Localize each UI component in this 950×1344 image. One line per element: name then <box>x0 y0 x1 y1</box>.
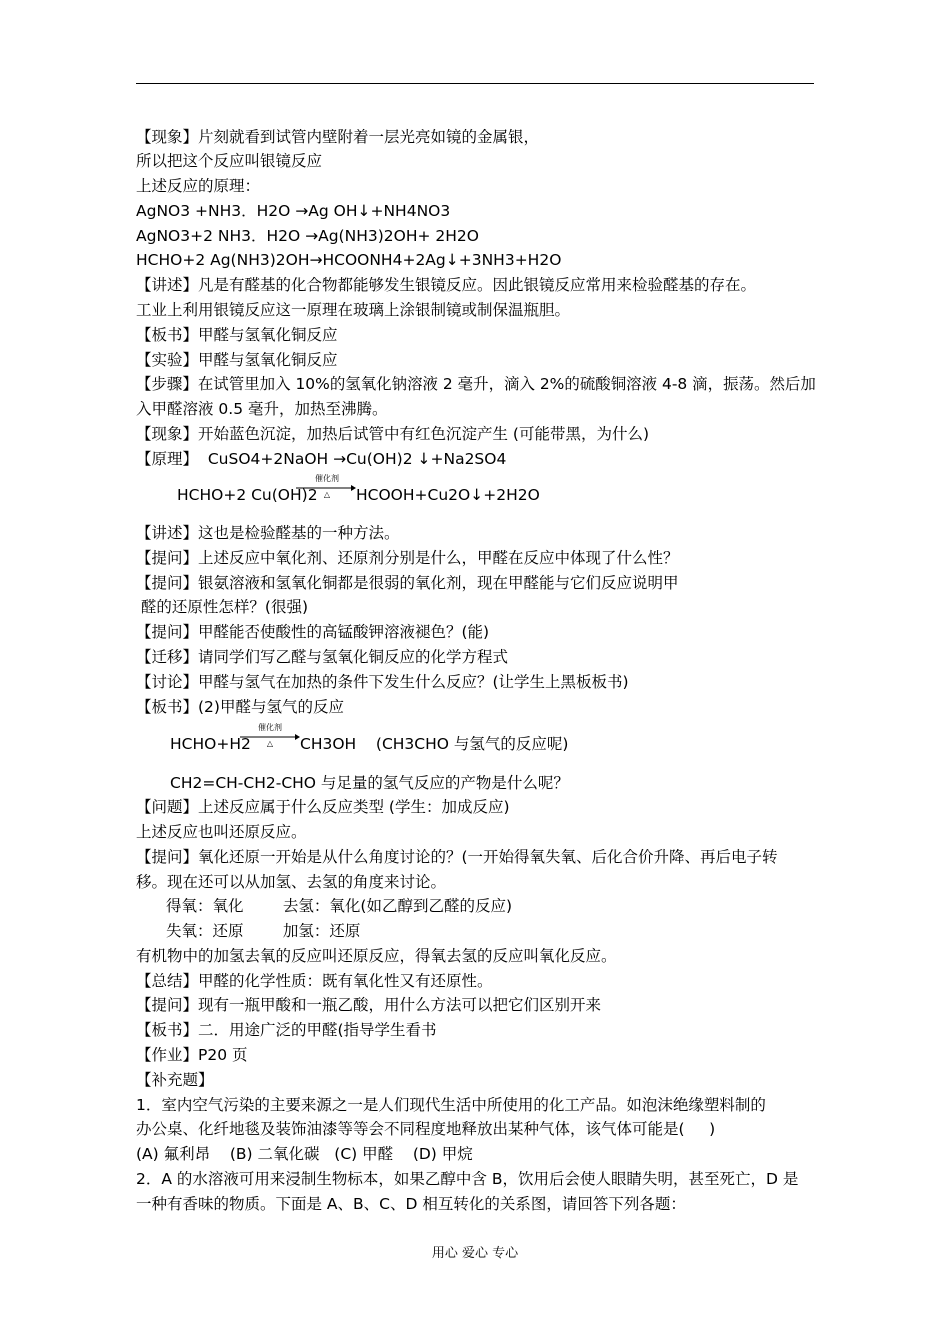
text-line: 1．室内空气污染的主要来源之一是人们现代生活中所使用的化工产品。如泡沫绝缘塑料制的 <box>136 1096 766 1114</box>
heat-symbol: △ <box>266 739 274 748</box>
text-line: 【讲述】这也是检验醛基的一种方法。 <box>136 524 400 542</box>
text-line: 【步骤】在试管里加入 10%的氢氧化钠溶液 2 毫升，滴入 2%的硫酸铜溶液 4-8 滴，振荡。然后加 <box>136 375 816 393</box>
text-line: (A) 氟利昂 (B) 二氧化碳 (C) 甲醛 (D) 甲烷 <box>136 1145 473 1163</box>
text-line: 【提问】现有一瓶甲酸和一瓶乙酸，用什么方法可以把它们区别开来 <box>136 996 602 1014</box>
text-line: 【实验】甲醛与氢氧化铜反应 <box>136 351 338 369</box>
text-line: 【板书】甲醛与氢氧化铜反应 <box>136 326 338 344</box>
catalyst-label: 催化剂 <box>315 474 339 483</box>
equation-reactants: HCHO+2 Cu(OH)2 <box>177 486 318 504</box>
text-line: 一种有香味的物质。下面是 A、B、C、D 相互转化的关系图，请回答下列各题： <box>136 1195 686 1213</box>
text-line: 【板书】(2)甲醛与氢气的反应 <box>136 698 344 716</box>
text-line: 【板书】二．用途广泛的甲醛(指导学生看书 <box>136 1021 437 1039</box>
text-line: 工业上利用银镜反应这一原理在玻璃上涂银制镜或制保温瓶胆。 <box>136 301 571 319</box>
text-line: 【迁移】请同学们写乙醛与氢氧化铜反应的化学方程式 <box>136 648 509 666</box>
text-line: 所以把这个反应叫银镜反应 <box>136 152 323 170</box>
equation-products: HCOOH+Cu2O↓+2H2O <box>356 486 540 504</box>
text-line: 上述反应也叫还原反应。 <box>136 823 307 841</box>
equation-products: CH3OH (CH3CHO 与氢气的反应呢) <box>300 735 569 753</box>
text-line: 【提问】上述反应中氧化剂、还原剂分别是什么，甲醛在反应中体现了什么性？ <box>136 549 679 567</box>
header-rule <box>136 83 814 84</box>
text-line: 醛的还原性怎样？(很强) <box>136 598 309 616</box>
text-line: 得氧：氧化 去氢：氧化(如乙醇到乙醛的反应) <box>166 897 513 915</box>
text-line: 办公桌、化纤地毯及装饰油漆等等会不同程度地释放出某种气体，该气体可能是( ) <box>136 1120 716 1138</box>
page-footer: 用心 爱心 专心 <box>431 1246 519 1261</box>
text-line: 【提问】甲醛能否使酸性的高锰酸钾溶液褪色？(能) <box>136 623 490 641</box>
text-line: 上述反应的原理： <box>136 177 261 195</box>
catalyst-label: 催化剂 <box>258 723 282 732</box>
text-line: 【现象】开始蓝色沉淀，加热后试管中有红色沉淀产生 (可能带黑，为什么) <box>136 425 650 443</box>
text-line: 【讨论】甲醛与氢气在加热的条件下发生什么反应？(让学生上黑板板书) <box>136 673 629 691</box>
text-line: AgNO3 +NH3．H2O →Ag OH↓+NH4NO3 <box>136 202 451 220</box>
text-line: 【提问】银氨溶液和氢氧化铜都是很弱的氧化剂，现在甲醛能与它们反应说明甲 <box>136 574 679 592</box>
text-line: 【问题】上述反应属于什么反应类型 (学生：加成反应) <box>136 798 510 816</box>
text-line: 【现象】片刻就看到试管内壁附着一层光亮如镜的金属银， <box>136 128 540 146</box>
equation-reactants: HCHO+H2 <box>170 735 251 753</box>
text-line: 移。现在还可以从加氢、去氢的角度来讨论。 <box>136 873 447 891</box>
text-line: 【补充题】 <box>136 1071 214 1089</box>
text-line: HCHO+2 Ag(NH3)2OH→HCOONH4+2Ag↓+3NH3+H2O <box>136 251 562 269</box>
text-line: 【作业】P20 页 <box>136 1046 248 1064</box>
text-line: 2．A 的水溶液可用来浸制生物标本，如果乙醇中含 B，饮用后会使人眼睛失明，甚至死亡，D 是 <box>136 1170 799 1188</box>
heat-symbol: △ <box>323 490 331 499</box>
text-line: CH2=CH-CH2-CHO 与足量的氢气反应的产物是什么呢？ <box>170 774 569 792</box>
text-line: 【讲述】凡是有醛基的化合物都能够发生银镜反应。因此银镜反应常用来检验醛基的存在。 <box>136 276 757 294</box>
text-line: 【原理】 CuSO4+2NaOH →Cu(OH)2 ↓+Na2SO4 <box>136 450 507 468</box>
text-line: 有机物中的加氢去氧的反应叫还原反应，得氧去氢的反应叫氧化反应。 <box>136 947 617 965</box>
text-line: 入甲醛溶液 0.5 毫升，加热至沸腾。 <box>136 400 388 418</box>
text-line: AgNO3+2 NH3．H2O →Ag(NH3)2OH+ 2H2O <box>136 227 479 245</box>
text-line: 【总结】甲醛的化学性质：既有氧化性又有还原性。 <box>136 972 493 990</box>
text-line: 【提问】氧化还原一开始是从什么角度讨论的？(一开始得氧失氧、后化合价升降、再后电子转 <box>136 848 778 866</box>
text-line: 失氧：还原 加氢：还原 <box>166 922 361 940</box>
